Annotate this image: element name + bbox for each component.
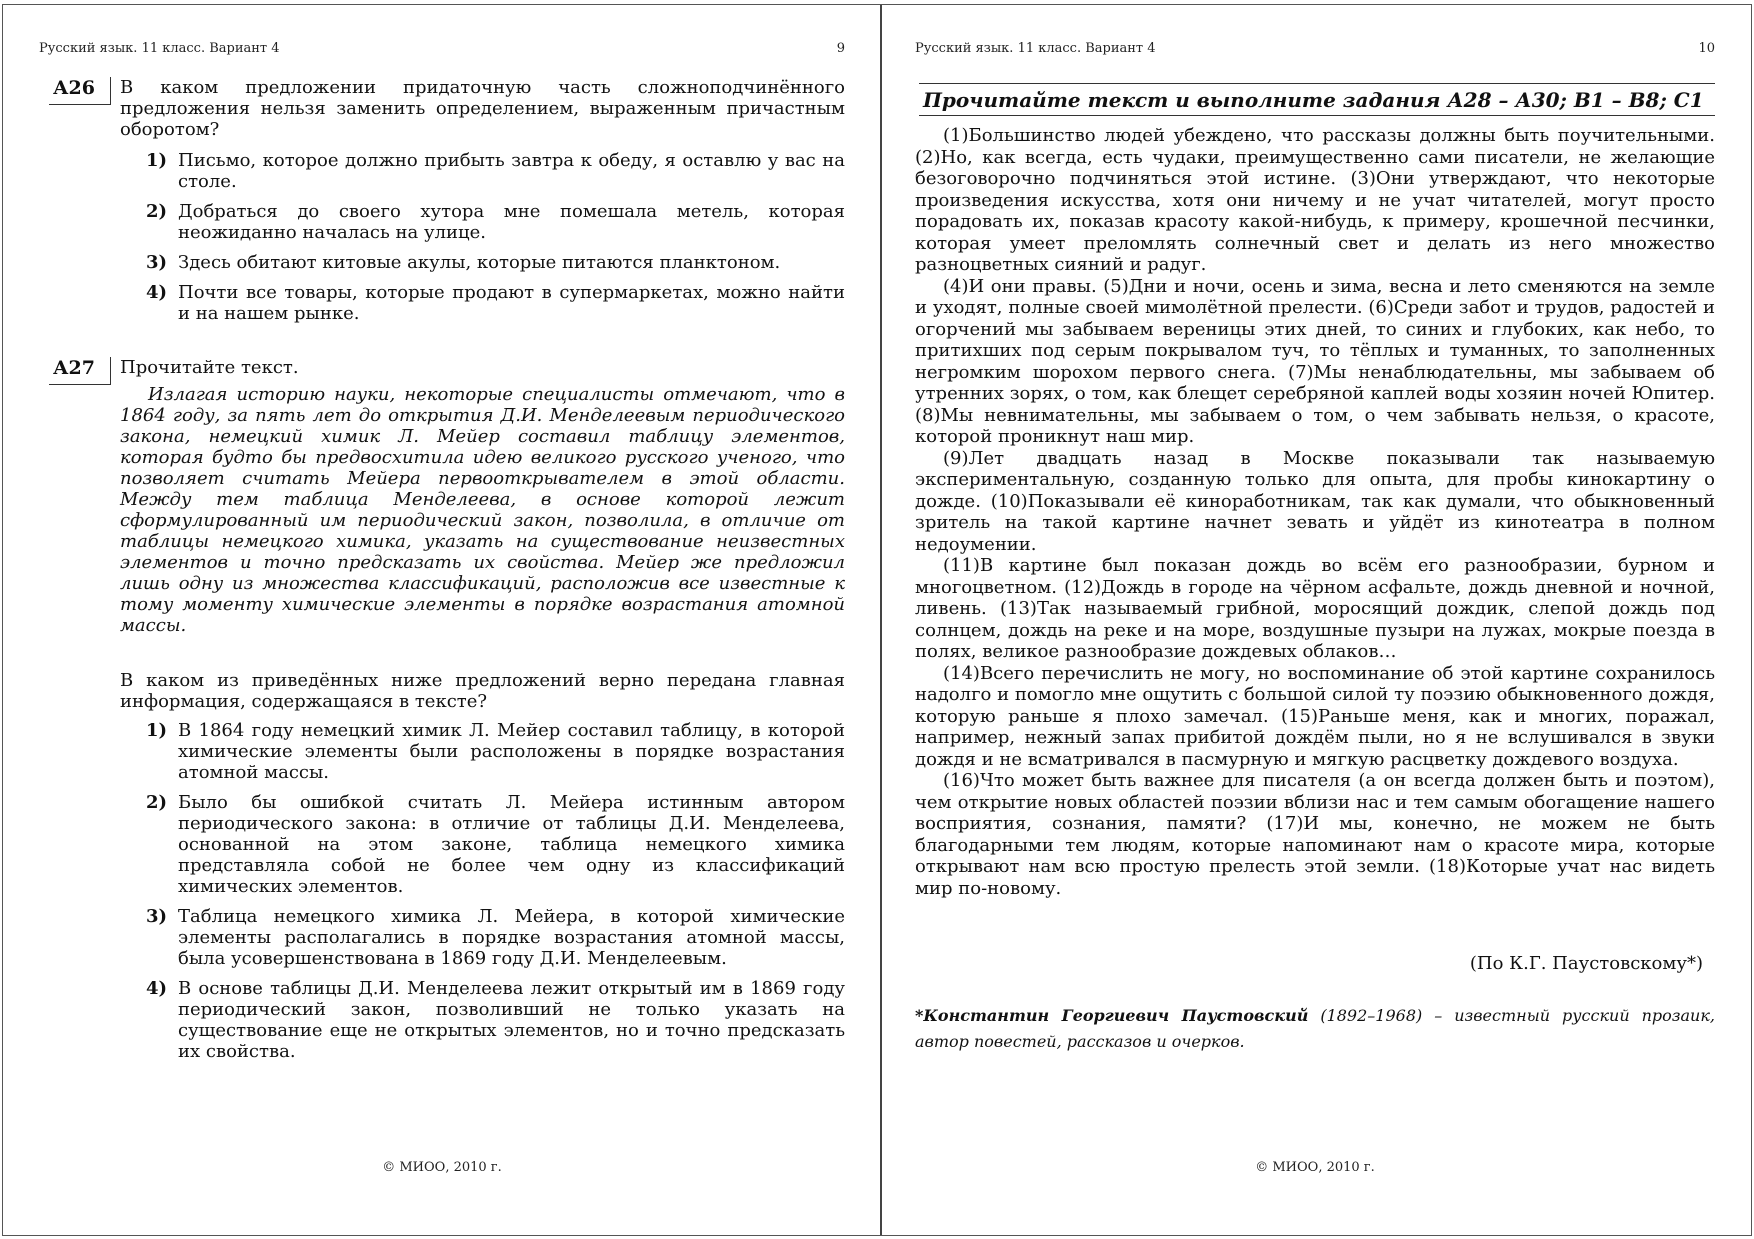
question-tag: А27	[49, 357, 111, 385]
text-paragraph: (9)Лет двадцать назад в Москве показывали так называемую экспериментальную, созданную только для опыта, для пробы кинокартину о дожде. (10)Показывали её киноработникам, так как думали, что обыкновенный зритель на такой картине начнет зевать и уйдёт из кинотеатра в полном недоумении.	[915, 447, 1715, 555]
task-title: Прочитайте текст и выполните задания А28 – А30; B1 – B8; C1	[919, 83, 1715, 116]
text-paragraph: (16)Что может быть важнее для писателя (а он всегда должен быть и поэтом), чем открытие новых областей поэзии вблизи нас и тем самым обогащение нашего восприятия, сознания, памяти? (17)И мы, конечно, не можем не быть благодарными тем людям, которые напоминают нам о красоте мира, которые открывают нам всю простую прелесть этой земли. (18)Которые учат нас видеть мир по-новому.	[915, 770, 1715, 899]
page-header	[39, 41, 845, 56]
answer-options	[146, 150, 845, 324]
page-left	[39, 5, 845, 1235]
answer-option	[146, 906, 845, 969]
option-text: В основе таблицы Д.И. Менделеева лежит открытый им в 1869 году периодический закон, позволивший не только указать на существование еще не открытых элементов, но и точно предсказать их свойства.	[178, 978, 845, 1062]
text-paragraph: (4)И они правы. (5)Дни и ночи, осень и зима, весна и лето сменяются на земле и уходят, полные своей мимолётной прелести. (6)Среди забот и трудов, радостей и огорчений мы забываем вереницы этих дней, то синих и глубоких, как небо, то притихших под серым покрывалом туч, то тёплых и туманных, то заполненных негромким шорохом первого снега. (7)Мы ненаблюдательны, мы забываем об утренних зорях, о том, как блещет серебряной каплей воды хозяин ночей Юпитер. (8)Мы невнимательны, мы забываем о том, о чем забывать нельзя, о красоте, которой проникнут наш мир.	[915, 275, 1715, 447]
page-footer: © МИОО, 2010 г.	[382, 1160, 502, 1175]
question-text: В каком предложении придаточную часть сложноподчинённого предложения нельзя заменить определением, выраженным причастным оборотом?	[120, 77, 845, 140]
reading-text	[915, 125, 1715, 899]
question-a26	[39, 77, 845, 333]
page-number: 9	[836, 41, 845, 56]
option-number: 1)	[146, 720, 168, 741]
author-footnote	[915, 1003, 1715, 1055]
page-divider	[880, 5, 882, 1235]
answer-option	[146, 282, 845, 324]
page-right	[915, 5, 1715, 1235]
answer-option	[146, 792, 845, 897]
answer-option	[146, 150, 845, 192]
page-number: 10	[1698, 41, 1715, 56]
answer-option	[146, 720, 845, 783]
option-text: Таблица немецкого химика Л. Мейера, в которой химические элементы располагались в порядке возрастания атомной массы, была усовершенствована в 1869 году Д.И. Менделеевым.	[178, 906, 845, 969]
option-text: В 1864 году немецкий химик Л. Мейер составил таблицу, в которой химические элементы были расположены в порядке возрастания атомной массы.	[178, 720, 845, 783]
footnote-name: *Константин Георгиевич Паустовский	[915, 1006, 1309, 1025]
text-paragraph: (1)Большинство людей убеждено, что рассказы должны быть поучительными. (2)Но, как всегда, есть чудаки, преимущественно сами писатели, не желающие безоговорочно подчиняться этой истине. (3)Они утверждают, что некоторые произведения искусства, хотя они ничему и не учат читателей, могут просто порадовать их, показав красоту какой-нибудь, к примеру, крошечной песчинки, которая умеет преломлять солнечный свет и делать из него множество разноцветных сияний и радуг.	[915, 125, 1715, 275]
answer-options	[146, 720, 845, 1062]
option-number: 4)	[146, 978, 168, 999]
option-number: 2)	[146, 792, 168, 813]
option-text: Почти все товары, которые продают в супермаркетах, можно найти и на нашем рынке.	[178, 282, 845, 324]
header-title: Русский язык. 11 класс. Вариант 4	[39, 41, 280, 56]
option-number: 3)	[146, 252, 168, 273]
text-paragraph: (14)Всего перечислить не могу, но воспоминание об этой картине сохранилось надолго и помогло мне ощутить с большой силой ту поэзию обыкновенного дождя, которую раньше я плохо замечал. (15)Раньше меня, как и многих, поражал, например, нежный запах прибитой дождём пыли, но я не вслушивался в звуки дождя и не всматривался в пасмурную и мягкую расцветку дождевого воздуха.	[915, 662, 1715, 770]
question-tag: А26	[49, 77, 111, 105]
option-number: 4)	[146, 282, 168, 303]
question-text: В каком из приведённых ниже предложений верно передана главная информация, содержащаяся в тексте?	[120, 670, 845, 712]
document-spread	[2, 4, 1752, 1236]
option-number: 2)	[146, 201, 168, 222]
option-text: Было бы ошибкой считать Л. Мейера истинным автором периодического закона: в отличие от таблицы Д.И. Менделеева, основанной на этом законе, таблица немецкого химика представляла собой не более чем одну из классификаций химических элементов.	[178, 792, 845, 897]
answer-option	[146, 978, 845, 1062]
page-footer: © МИОО, 2010 г.	[1255, 1160, 1375, 1175]
page-header	[915, 41, 1715, 56]
option-text: Письмо, которое должно прибыть завтра к обеду, я оставлю у вас на столе.	[178, 150, 845, 192]
quoted-text: Излагая историю науки, некоторые специалисты отмечают, что в 1864 году, за пять лет до открытия Д.И. Менделеевым периодического закона, немецкий химик Л. Мейер составил таблицу элементов, которая будто бы предвосхитила идею великого русского ученого, что позволяет считать Мейера первооткрывателем в этой области. Между тем таблица Менделеева, в основе которой лежит сформулированный им периодический закон, позволила, в отличие от таблицы немецкого химика, указать на существование неизвестных элементов и точно предсказать их свойства. Мейер же предложил лишь одну из множества классификаций, расположив все известные к тому моменту химические элементы в порядке возрастания атомной массы.	[120, 384, 845, 636]
question-intro: Прочитайте текст.	[120, 357, 299, 378]
text-paragraph: (11)В картине был показан дождь во всём его разнообразии, бурном и многоцветном. (12)Дождь в городе на чёрном асфальте, дождь дневной и ночной, ливень. (13)Так называемый грибной, моросящий дождик, слепой дождь под солнцем, дождь на реке и на море, воздушные пузыри на лужах, мокрые поезда в полях, великое разнообразие дождевых облаков…	[915, 555, 1715, 662]
answer-option	[146, 252, 845, 273]
author-attribution: (По К.Г. Паустовскому*)	[1469, 953, 1703, 974]
option-text: Добраться до своего хутора мне помешала метель, которая неожиданно началась на улице.	[178, 201, 845, 243]
header-title: Русский язык. 11 класс. Вариант 4	[915, 41, 1156, 56]
option-text: Здесь обитают китовые акулы, которые питаются планктоном.	[178, 252, 781, 273]
option-number: 3)	[146, 906, 168, 927]
question-a27	[39, 357, 845, 1071]
footnote-text: (1892–1968) – известный русский прозаик, автор повестей, рассказов и очерков.	[915, 1006, 1716, 1051]
option-number: 1)	[146, 150, 168, 171]
answer-option	[146, 201, 845, 243]
